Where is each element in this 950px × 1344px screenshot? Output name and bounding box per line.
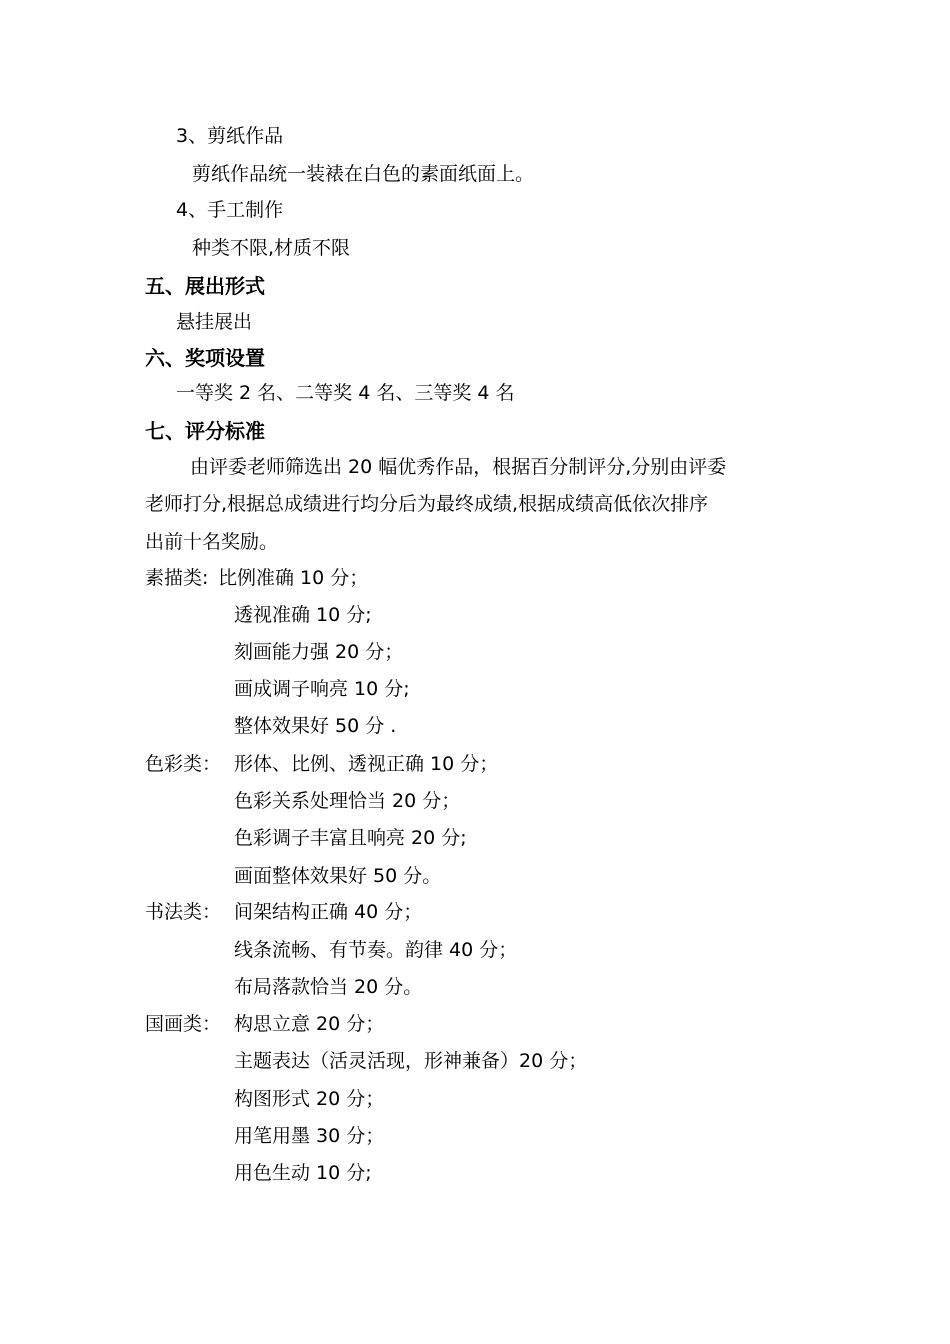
section6-body: 一等奖 2 名、二等奖 4 名、三等奖 4 名: [176, 382, 515, 404]
sketch-label: 素描类:: [145, 567, 209, 589]
painting-criterion: 构思立意 20 分；: [234, 1013, 385, 1035]
calligraphy-criterion: 间架结构正确 40 分；: [234, 901, 423, 923]
section5-heading: 五、展出形式: [145, 274, 265, 298]
section7-para-line3: 出前十名奖励。: [145, 531, 279, 553]
painting-label: 国画类：: [145, 1013, 222, 1035]
item4-body: 种类不限,材质不限: [192, 237, 351, 259]
color-label: 色彩类：: [145, 753, 222, 775]
section5-body: 悬挂展出: [176, 311, 253, 333]
item3-body: 剪纸作品统一装裱在白色的素面纸面上。: [192, 163, 535, 185]
sketch-criterion: 透视准确 10 分;: [234, 604, 372, 626]
item4-title: 4、手工制作: [176, 199, 284, 221]
section6-heading: 六、奖项设置: [145, 346, 265, 370]
painting-criterion: 构图形式 20 分；: [234, 1088, 385, 1110]
painting-criterion: 用笔用墨 30 分；: [234, 1125, 385, 1147]
calligraphy-criterion: 线条流畅、有节奏。韵律 40 分；: [234, 939, 518, 961]
section7-heading: 七、评分标准: [145, 419, 265, 443]
sketch-criterion: 刻画能力强 20 分；: [234, 641, 404, 663]
calligraphy-label: 书法类：: [145, 901, 222, 923]
color-criterion: 色彩关系处理恰当 20 分；: [234, 790, 461, 812]
section7-para-line1: 由评委老师筛选出 20 幅优秀作品，根据百分制评分,分别由评委: [190, 456, 727, 478]
color-criterion: 形体、比例、透视正确 10 分；: [234, 753, 499, 775]
painting-criterion: 用色生动 10 分;: [234, 1162, 372, 1184]
color-criterion: 色彩调子丰富且响亮 20 分;: [234, 827, 467, 849]
sketch-criterion: 比例准确 10 分；: [218, 567, 369, 589]
calligraphy-criterion: 布局落款恰当 20 分。: [234, 976, 423, 998]
sketch-criterion: 整体效果好 50 分 .: [234, 715, 397, 737]
item3-title: 3、剪纸作品: [176, 125, 284, 147]
color-criterion: 画面整体效果好 50 分。: [234, 865, 442, 887]
painting-criterion: 主题表达（活灵活现，形神兼备）20 分；: [234, 1050, 588, 1072]
section7-para-line2: 老师打分,根据总成绩进行均分后为最终成绩,根据成绩高低依次排序: [145, 493, 709, 515]
sketch-criterion: 画成调子响亮 10 分;: [234, 678, 410, 700]
